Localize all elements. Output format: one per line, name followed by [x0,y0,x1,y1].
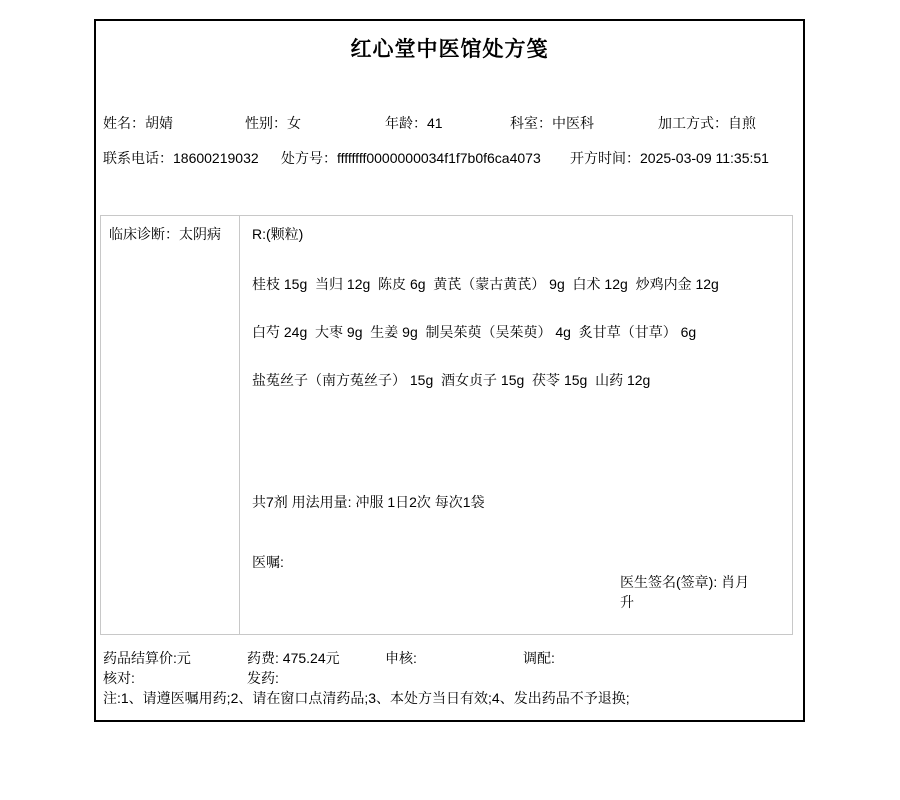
contact-info-row [96,150,803,166]
usage-notes-text: 注:1、请遵医嘱用药;2、请在窗口点清药品;3、本处方当日有效;4、发出药品不予退换; [103,690,630,706]
doctor-signature: 医生签名(签章): 肖月升 [620,574,750,610]
patient-name-field: 姓名：胡婧 [103,115,173,131]
page-title: 红心堂中医馆处方笺 [350,38,549,61]
processing-method-field: 加工方式：自煎 [658,115,756,131]
rx-form-label: R:(颗粒) [252,226,304,242]
notes-row [96,690,803,706]
doctor-advice-label: 医嘱: [252,554,284,570]
medicine-line: 白芍 24g 大枣 9g 生姜 9g 制吴茱萸（吴茱萸） 4g 炙甘草（甘草） 6g [252,324,697,340]
settlement-price-label: 药品结算价:元 [103,650,191,666]
medicine-fee-field: 药费: 475.24元 [247,650,340,666]
dispense-label: 发药: [247,670,279,686]
prescription-table [100,215,793,635]
review-label: 申核: [385,650,417,666]
medicine-line: 盐菟丝子（南方菟丝子） 15g 酒女贞子 15g 茯苓 15g 山药 12g [252,372,651,388]
clinical-diagnosis-cell: 临床诊断：太阴病 [101,216,240,634]
dosage-usage-text: 共7剂 用法用量: 冲服 1日2次 每次1袋 [252,494,485,510]
compound-label: 调配: [523,650,555,666]
verification-row [96,670,803,686]
patient-info-row [96,115,803,131]
phone-field: 联系电话：18600219032 [103,150,259,166]
usage-block [252,452,485,612]
patient-gender-field: 性别：女 [245,115,301,131]
prescription-number-field: 处方号：ffffffff0000000034f1f7b0f6ca4073 [281,150,541,166]
medicine-line: 桂枝 15g 当归 12g 陈皮 6g 黄芪（蒙古黄芪） 9g 白术 12g 炒鸡内金 12g [252,276,719,292]
patient-age-field: 年龄：41 [385,115,443,131]
rx-content-cell [240,216,792,634]
prescription-time-field: 开方时间：2025-03-09 11:35:51 [570,150,769,166]
department-field: 科室：中医科 [510,115,594,131]
settlement-row [96,650,803,666]
prescription-sheet [94,19,805,722]
check-label: 核对: [103,670,135,686]
